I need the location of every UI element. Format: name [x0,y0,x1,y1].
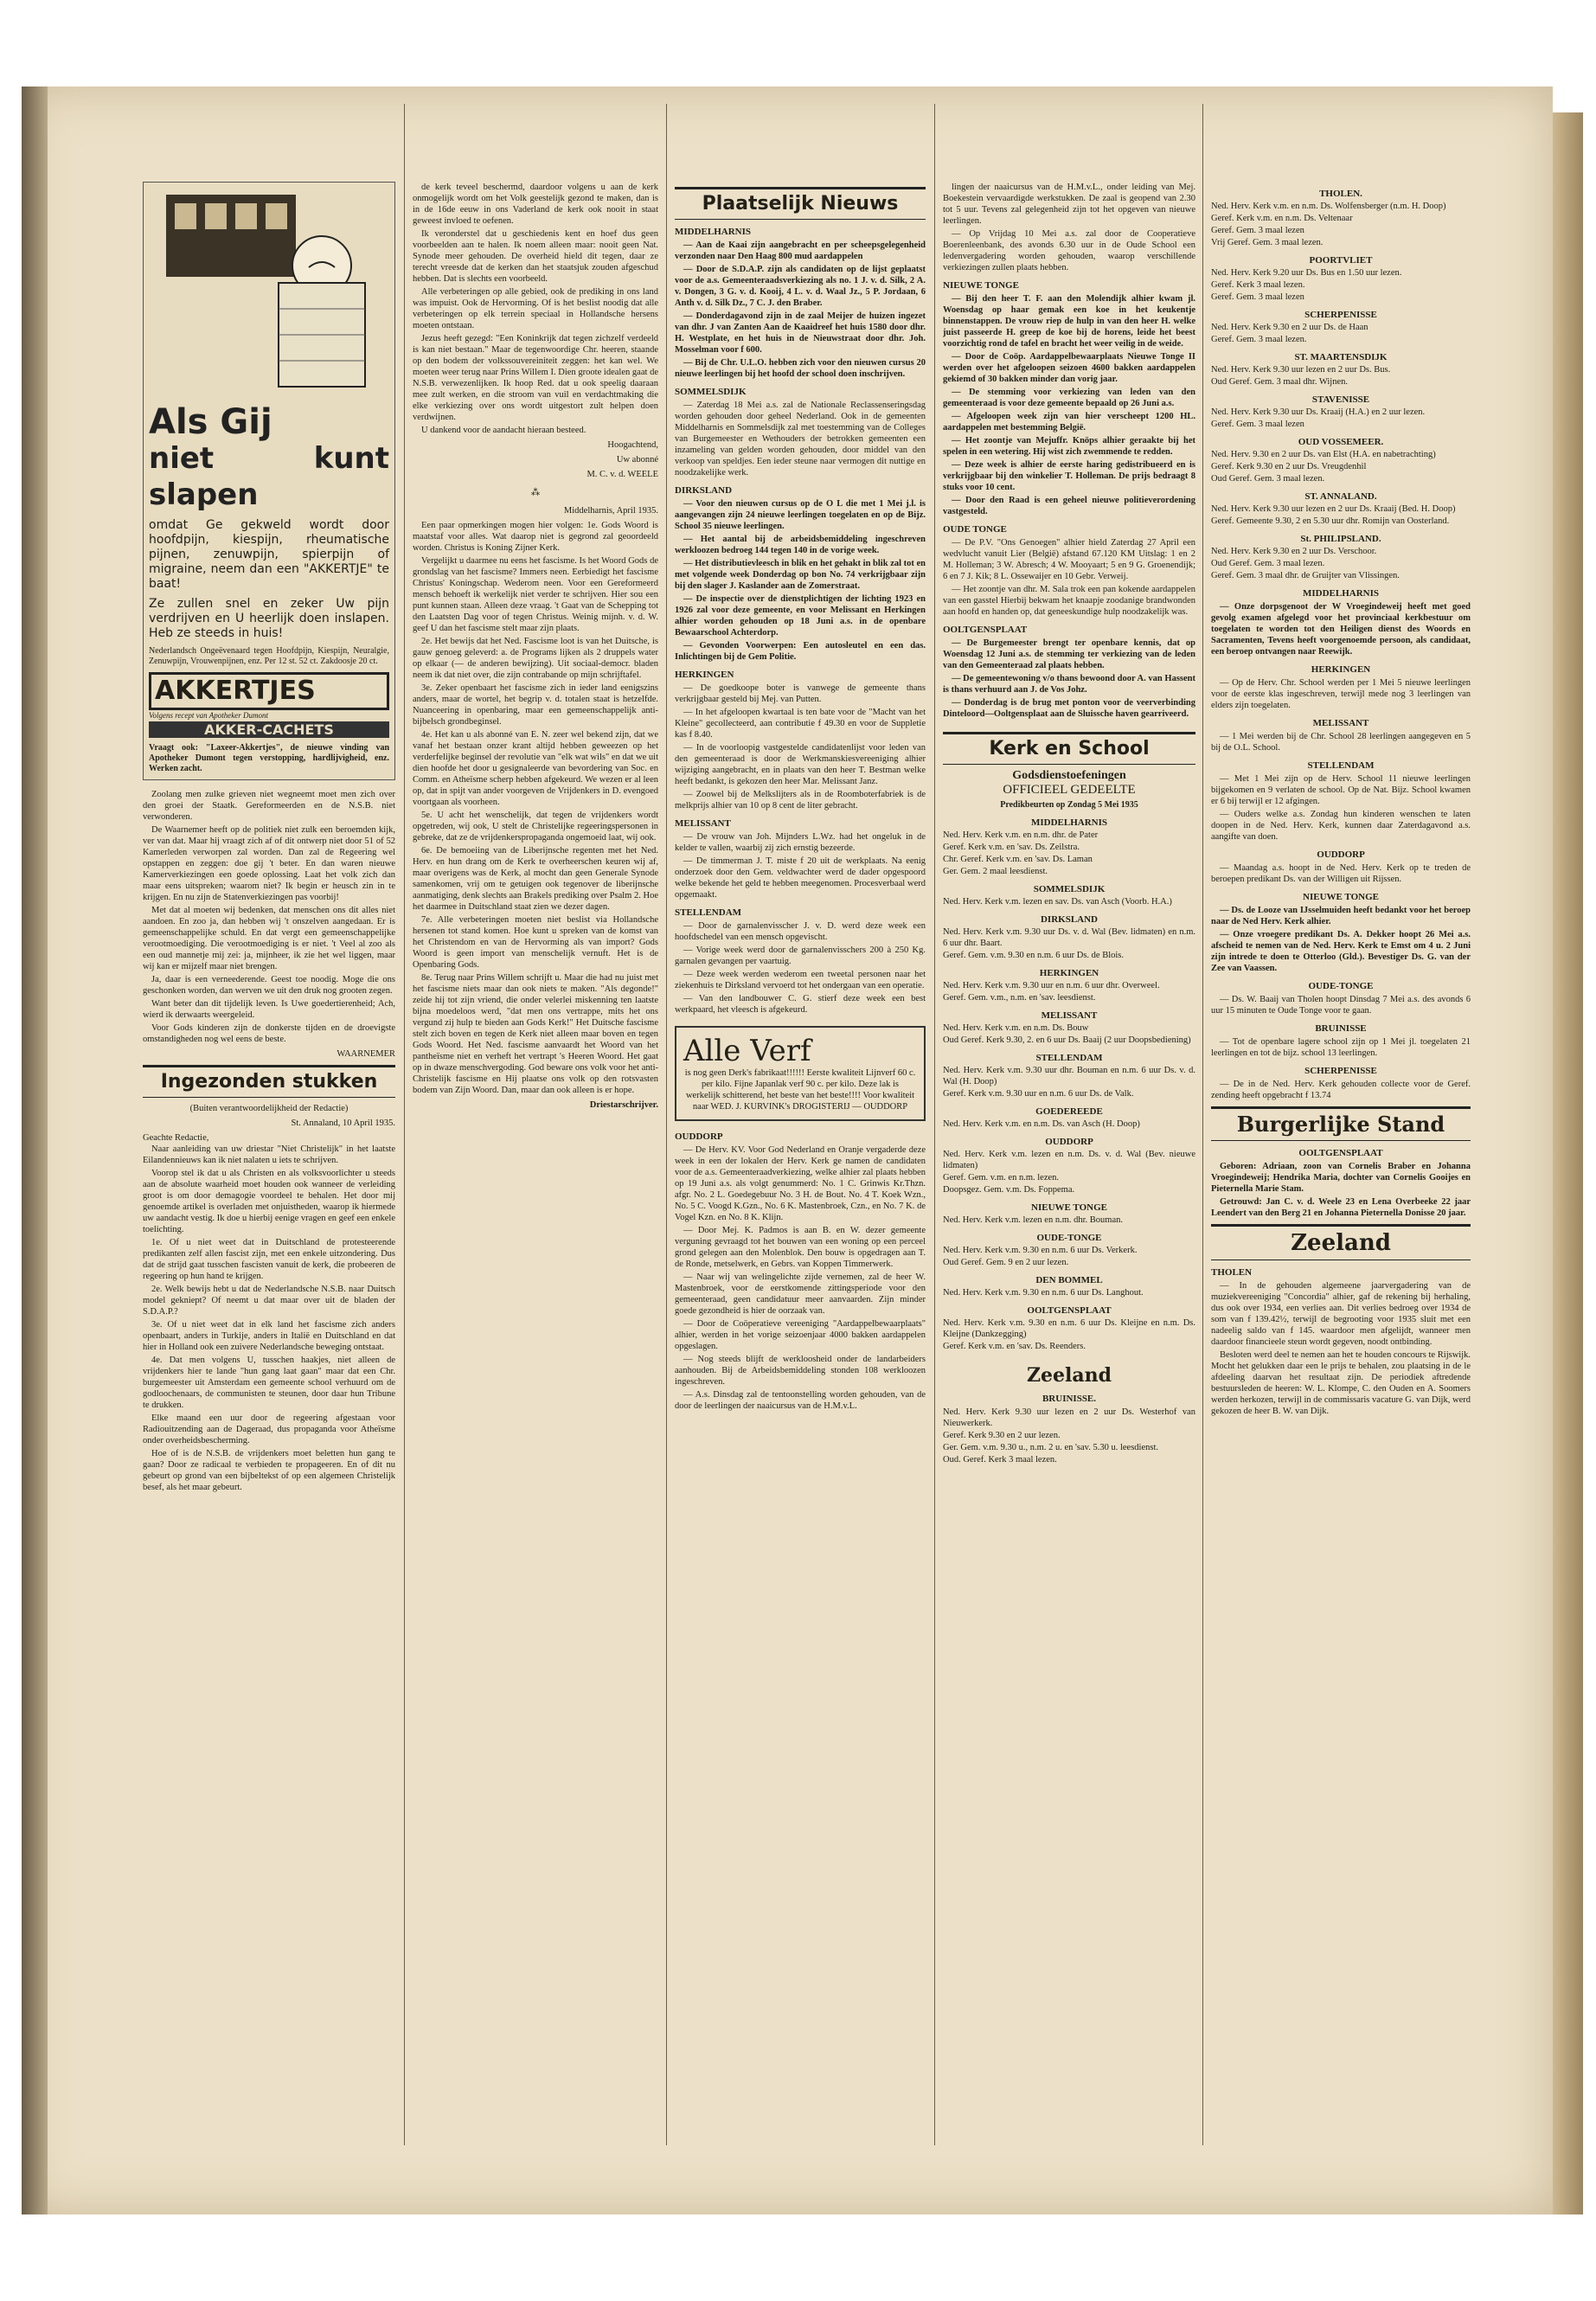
ad-illustration [149,188,389,404]
church-town-heading: MELISSANT [1041,1010,1098,1021]
town-heading: BRUINISSE. [1042,1394,1097,1404]
news-item: — Van den landbouwer C. G. stierf deze week een best werkpaard, het vleesch is afgekeurd. [675,994,926,1015]
town-heading: OOLTGENSPLAAT [943,625,1028,635]
service-line: Ned. Herv. Kerk v.m. en n.m. Ds. van Asch (H. Doop) [943,1119,1140,1129]
paragraph: Alle verbeteringen op alle gebied, ook de prediking in ons land was impuist. Ook de Hervorming. Of is het beslist noodig dat alle verbeteringen op elk terrein speciaal in Hollandsche hersens moeten ontstaan. [413,287,658,330]
paragraph: Besloten werd deel te nemen aan het te houden concours te Rijswijk. Mocht het gelukken daar een le prijs te behalen, zou plaatsing in de le afdeeling daarvan het resultaat zijn. De periodiek aftredende bestuursleden de heeren: W. L. Klompe, C. den Ouden en A. Soomers werden herkozen, terwijl in de commissaris vacature G. van Dijk, werd gekozen de heer B. W. van Dijk. [1211,1350,1471,1416]
news-item: — De goedkoope boter is vanwege de gemeente thans verkrijgbaar gesteld bij Mej. van Putten. [675,683,926,704]
church-town-heading: ST. MAARTENSDIJK [1294,352,1388,362]
church-town-heading: HERKINGEN [1039,968,1099,978]
reply-text [413,520,658,1096]
news-item: — Deze week werden wederom een tweetal personen naar het ziekenhuis te Dirksland vervoerd tot het ondergaan van een operatie. [675,970,926,990]
service-line: Ned. Herv. Kerk 9.30 en 2 uur Ds. de Haan [1211,323,1368,332]
news-item: — 1 Mei werden bij de Chr. School 28 leerlingen aangegeven en 5 bij de O.L. School. [1211,732,1471,753]
paragraph: Ja, daar is een verneederende. Geest toe noodig. Moge die ons geschonken worden, dan werven we uit den druk nog grooten zegen. [143,975,395,996]
paragraph: 7e. Alle verbeteringen moeten niet beslist via Hollandsche hersenen tot stand komen. Hoe kunt u spreken van de komst van het Christendom en van de Hervorming als van import? Gods Woord is geen import van menschelijk vernuft. Het is de Openbaring Gods. [413,915,658,970]
column-3 [675,182,926,2145]
service-line: Ned. Herv. Kerk 9.30 uur lezen en 2 uur Ds. Westerhof van Nieuwerkerk. [943,1407,1195,1428]
news-item: — Maandag a.s. hoopt in de Ned. Herv. Kerk op te treden de beroepen predikant Ds. van der Willigen uit Rijssen. [1211,863,1471,884]
paragraph: 4e. Het kan u als abonné van E. N. zeer wel bekend zijn, dat we vanaf het bestaan onzer krant altijd hebben geweezen op het verderfelijke beginsel der revolutie van "elk wat wils" en dat we uit dien hoofde het door u gesignaleerde van bevordering van Soc. en Comm. en Atheïsme scherp hebben afgekeurd. We wezen er al leen op, dat in spijt van ander voorgeven de Vrijdenkers in D. evengoed voortgaan als voorheen. [413,730,658,807]
church-town-heading: STELLENDAM [1035,1053,1103,1063]
paragraph: — Op Vrijdag 10 Mei a.s. zal door de Cooperatieve Boerenleenbank, des avonds 6.30 uur in de Oude School een ledenvergadering worden gehouden, waarop verschillende verkiezingen zullen plaats hebben. [943,229,1195,272]
verf-title: Alle Verf [683,1034,811,1068]
service-line: Geref. Gem. 3 maal dhr. de Gruijter van Vlissingen. [1211,571,1400,580]
news-item: — De timmerman J. T. miste f 20 uit de werkplaats. Na eenig onderzoek door den Gem. veldwachter werd de dader opgespoord welke bekende het geld te hebben meegenomen. Procesverbaal werd opgemaakt. [675,856,926,900]
ornament: ⁂ [530,488,541,497]
sleepless-man-illustration [149,188,382,395]
paragraph: 2e. Het bewijs dat het Ned. Fascisme loot is van het Duitsche, is gauw genoeg geleverd: a. de Programs lijken als 2 druppels water op elkaar (— de anderen bewijzing). Uit sociaal-democr. bladen neem ik dat niet over, die zijn contrabande op mijn schrijftafel. [413,637,658,680]
service-line: Ned. Herv. Kerk v.m. 9.30 uur dhr. Bouman en n.m. 6 uur Ds. v. d. Wal (H. Doop) [943,1066,1195,1086]
paragraph: Elke maand een uur door de regeering afgestaan voor Radiouitzending aan de Dageraad, dus propaganda voor Atheïsme onder overheidsbescherming. [143,1413,395,1445]
dateline: St. Annaland, 10 April 1935. [291,1118,395,1128]
news-item: — In de voorloopig vastgestelde candidatenlijst voor leden van den gemeenteraad is door de Werkmanskiesvereeniging alhier wijziging aangebracht, en in plaats van den heer T. Bestman welke heeft bedankt, is gekozen den heer Mar. Melissant Janz. [675,743,926,786]
news-item: — Bij de Chr. U.L.O. hebben zich voor den nieuwen cursus 20 nieuwe leerlingen bij het hoofd der school doen inschrijven. [675,358,926,379]
binding-edge [22,87,48,2214]
church-town-heading: OOLTGENSPLAAT [1027,1305,1112,1316]
letter-text [143,1144,395,1493]
service-line: Ger. Gem. v.m. 9.30 u., n.m. 2 u. en 'sav. 5.30 u. leesdienst. [943,1443,1158,1452]
news-item: — De gemeentewoning v/o thans bewoond door A. van Hassent is thans verhuurd aan J. de Vos Johz. [943,674,1195,695]
burgerlijke-stand-heading: Burgerlijke Stand [1211,1106,1471,1141]
service-line: Geref. Gem. 3 maal lezen [1211,292,1304,302]
town-heading: DIRKSLAND [675,485,733,496]
tholen-news [1211,1280,1471,1417]
service-line: Chr. Geref. Kerk v.m. en 'sav. Ds. Laman [943,855,1093,864]
news-item: — Aan de Kaai zijn aangebracht en per scheepsgelegenheid verzonden naar Den Haag 800 mud aardappelen [675,240,926,261]
news-item: — Onze vroegere predikant Ds. A. Dekker hoopt 26 Mei a.s. afscheid te nemen van de Ned. Herv. Kerk te Emst om 4 u. 2 Juni zijn intrede te doen te Otterloo (Gld.). Bevestiger Ds. G. van der Zee van Vaassen. [1211,930,1471,973]
news-item: — Door de Coöp. Aardappelbewaarplaats Nieuwe Tonge II werden over het afgeloopen seizoen 4600 bakken aardappelen gekiemd of 30 bakken minder dan vorig jaar. [943,352,1195,384]
burgerlijke-stand-text [1211,1161,1471,1219]
news-item: — Ds. W. Baaij van Tholen hoopt Dinsdag 7 Mei a.s. des avonds 6 uur 15 minuten te Oude Tonge voor te gaan. [1211,995,1471,1016]
church-town-heading: MIDDELHARNIS [1030,817,1107,828]
church-town-heading: DIRKSLAND [1040,914,1098,925]
church-town-heading: DEN BOMMEL [1035,1275,1103,1285]
salutation: Geachte Redactie, [143,1133,209,1143]
akkertjes-advertisement [143,182,395,780]
church-town-heading: OUDDORP [1045,1137,1093,1147]
service-line: Oud Geref. Gem. 3 maal lezen. [1211,474,1325,484]
service-line: Ned. Herv. Kerk v.m. lezen en sav. Ds. van Asch (Voorb. H.A.) [943,897,1172,907]
service-line: Ned. Herv. Kerk 9.20 uur Ds. Bus en 1.50 uur lezen. [1211,268,1402,278]
news-item: — Het zoontje van dhr. M. Sala trok een pan kokende aardappelen van een gasstel Hierbij bekwam het knaapje zoodanige brandwonden aan hoofd en handen op, dat geneeskundige hulp noodzakelijk was. [943,585,1195,617]
service-line: Ned. Herv. Kerk 9.30 en 2 uur Ds. Verschoor. [1211,547,1377,556]
ad-cachets-bar: AKKER-CACHETS [149,721,389,738]
service-line: Ned. Herv. Kerk v.m. 9.30 en n.m. 6 uur Ds. Verkerk. [943,1246,1138,1255]
local-news-sections [675,227,926,1016]
church-town-heading: OUDE-TONGE [1036,1233,1102,1243]
service-line: Ned. Herv. Kerk v.m. 9.30 en n.m. 6 uur Ds. Kleijne en n.m. Ds. Kleijne (Dankzegging) [943,1318,1195,1339]
church-town-heading: NIEUWE TONGE [1031,1202,1107,1213]
service-line: Ned. Herv. Kerk 9.30 uur lezen en 2 uur Ds. Bus. [1211,365,1391,375]
service-line: Geref. Kerk v.m. en 'sav. Ds. Zeilstra. [943,843,1080,852]
closing-abonne: Uw abonné [616,455,658,465]
news-item: — Zoowel bij de Melkslijters als in de Roomboterfabriek is de melkprijs alhier van 10 op 8 cent de liter gebracht. [675,790,926,811]
news-item: — Het aantal bij de arbeidsbemiddeling ingeschreven werkloozen bedroeg 144 tegen 140 in de vorige week. [675,535,926,555]
news-item: — Onze dorpsgenoot der W Vroegindeweij heeft met goed gevolg examen afgelegd voor het provinciaal kerkbestuur om toegelaten te worden tot den Heiligen dienst des Woords en Sacramenten, Tevens heeft voorgenoemde persoon, als candidaat, een beroep ontvangen naar Reewijk. [1211,602,1471,657]
service-line: Doopsgez. Gem. v.m. Ds. Foppema. [943,1185,1075,1195]
town-heading: STELLENDAM [675,907,742,918]
news-item: — Het distributievleesch in blik en het gehakt in blik zal tot en met volgende week Donderdag op bon No. 74 verkrijgbaar zijn bij den slager J. Kaslander aan de Zomerstraat. [675,559,926,591]
service-line: Ned. Herv. Kerk v.m. 9.30 uur en n.m. 6 uur dhr. Overweel. [943,981,1160,990]
town-heading: NIEUWE TONGE [943,280,1019,291]
news-item: — De P.V. "Ons Genoegen" alhier hield Zaterdag 27 April een wedvlucht vanuit Lier (België) afstand 67.120 KM Uitslag: 1 en 2 M. Holleman; 3 W. Abresch; 4 W. Mooyaart; 5 en 9 G. Groenendijk; 6 en 7 J. Kik; 8 L. Ossewaijer en 10 Gebr. Verweij. [943,538,1195,581]
news-item: — De in de Ned. Herv. Kerk gehouden collecte voor de Geref. zending heeft opgebracht f 13.74 [1211,1080,1471,1100]
news-item: — De vrouw van Joh. Mijnders L.Wz. had het ongeluk in de kelder te vallen, waarbij zij zich ernstig bezeerde. [675,832,926,853]
column-1-text [143,789,395,1045]
town-heading: OUDE TONGE [943,524,1007,535]
news-item: — Op de Herv. Chr. School werden per 1 Mei 5 nieuwe leerlingen voor de eerste klas ingeschreven, terwijl mede nog 3 leerlingen van elders zijn toegelaten. [1211,678,1471,710]
news-item: — Donderdagavond zijn in de zaal Meijer de huizen ingezet van dhr. J van Zanten Aan de Kaaidreef het huis 1580 door dhr. H. Westplate, en het huis in de Nieuwstraat door dhr. Joh. Mosselman voor f 600. [675,311,926,355]
service-line: Oud Geref. Kerk 9.30, 2. en 6 uur Ds. Baaij (2 uur Doopsbediening) [943,1035,1191,1045]
paragraph: — Naar wij van welingelichte zijde vernemen, zal de heer W. Mastenbroek, voor de eerstkomende zittingsperiode voor den gemeenteraad, geen candidatuur meer aanvaarden. Zijn minder goede gezondheid is hier de oorzaak van. [675,1272,926,1316]
ouddorp-news [675,1144,926,1412]
column-rule [1202,104,1203,2145]
town-heading: OUDE-TONGE [1308,981,1374,991]
town-heading: NIEUWE TONGE [1303,892,1379,902]
town-heading: MIDDELHARNIS [675,227,752,237]
town-heading: MELISSANT [675,818,731,829]
paragraph: Naar aanleiding van uw driestar "Niet Christelijk" in het laatste Eilandennieuws kan ik niet nalaten u iets te schrijven. [143,1144,395,1165]
kerk-en-school-heading: Kerk en School [943,732,1195,765]
paragraph: — A.s. Dinsdag zal de tentoonstelling worden gehouden, van de door de leerlingen der naaicursus van de H.M.v.L. [675,1390,926,1411]
paragraph: De Waarnemer heeft op de politiek niet zulk een beroemden kijk, ver van dat. Maar hij vraagt zich af of dit ontwerp niet door 51 of 52 Kamerleden verworpen zal worden. Dan zal de Regeering wel opstappen en zeggen: doe gij 't beter. En dan waren nieuwe Kamerverkiezingen een goede oplossing. Laat het volk zich dan maar eens uitspreken; waarom niet? Ik begin er heusch zin in te krijgen. En nu zijn de Statenverkiezingen pas voorbij! [143,825,395,902]
column-4-news-sections [943,280,1195,720]
paragraph: — De Herv. KV. Voor God Nederland en Oranje vergaderde deze week in een der lokalen der Herv. Kerk ge namen de candidaten voor de a.s. Gemeenteraadverkiezing, welke alhier zal plaats hebben op 19 Juni a.s. als volgt genummerd: No. 1 C. Grinwis Kr.Thzn. afgr. No. 2 L. Goedegebuur No. 3 H. de Bout. No. 4 T. Koek Wzn., No. 5 C. Voogd K.Gzn., No. 6 K. Mastenbroek, Czn., en No. 7 K. de Vogel Kzn. en No. 8 K. Klijn. [675,1145,926,1222]
news-item: — De inspectie over de dienstplichtigen der lichting 1923 en 1926 zal voor deze gemeente, en voor Melissant en Herkingen alhier worden gehouden op 18 Juni a.s. in de openbare Bewaarschool Achterdorp. [675,594,926,638]
alle-verf-advertisement [675,1026,926,1121]
town-heading: HERKINGEN [1311,664,1371,675]
column-4-top-text [943,182,1195,273]
column-rule [404,104,405,2145]
closing-phrase: Hoogachtend, [607,440,658,450]
officieel-subheading: OFFICIEEL GEDEELTE [1003,783,1136,797]
service-line: Ned. Herv. Kerk v.m. 9.30 uur Ds. v. d. Wal (Bev. lidmaten) en n.m. 6 uur dhr. Baart. [943,927,1195,948]
church-town-heading: THOLEN. [1319,189,1362,199]
paragraph: Want beter dan dit tijdelijk leven. Is Uwe goedertierenheid; Ach, wierd ik derwaarts weergeleid. [143,999,395,1020]
paragraph: Geboren: Adriaan, zoon van Cornelis Braber en Johanna Vroegindeweij; Hendrika Maria, dochter van Cornelis Gooijes en Pieternella Marie Stam. [1211,1162,1471,1194]
paragraph: — Door Mej. K. Padmos is aan B. en W. dezer gemeente verguning gevraagd tot het bouwen van een woning op een perceel grond gelegen aan den Molenblok. Den bouw is opgedragen aan T. de Ronde, metselwerk, en Gebrs. van Koppen Timmerwerk. [675,1226,926,1269]
ad-body-2: Ze zullen snel en zeker Uw pijn verdrijven en U heerlijk doen inslapen. Heb ze steeds in huis! [149,597,389,640]
church-town-heading: GOEDEREEDE [1035,1106,1103,1117]
ad-brand-sub: Volgens recept van Apotheker Dumont [149,711,268,720]
paragraph: 8e. Terug naar Prins Willem schrijft u. Maar die had nu juist met het fascisme niets maar dan ook niets te maken. "Als degonde!" zeide hij tot zijn vriend, die onder velerlei miskenning ten laatste bijna moedeloos werd, "dat men ons vertrappe, mits het ons vergund zij hulp te bieden aan Gods Kerk!" Het Duitsche fascisme stelt zich boven en tegen de Kerk niet alleen maar boven en tegen Gods Woord. Het Ned. fascisme aanvaardt het Woord van het pantheïsme niet en verheft het vertrapt 's Heeren Woord. Het gaat op in dwaze menschvergoding. God beware ons volk voor het anti-Christelijk fascisme en Hij plaatse ons volk op den rotsvasten bodem van Zijn Woord. Dan, maar dan ook alleen is er hope. [413,973,658,1095]
paragraph: Jezus heeft gezegd: "Een Koninkrijk dat tegen zichzelf verdeeld is kan niet bestaan." Maar de tegenwoordige Chr. heeren, staande op den bodem der volkssouvereiniteit zeggen: het kan wel. We moeten weer terug naar Prins Willem I. Dien groote idealen gaat de N.S.B. verwezenlijken. Ik hoop Red. dat u ook speelig daaraan mee zult werken, en die stroom van vuil en verdachtmaking die elke verkiezing over ons wordt uitgestort zult helpen doen verdwijnen. [413,334,658,422]
column-1 [143,182,395,2145]
service-line: Ned. Herv. 9.30 en 2 uur Ds. van Elst (H.A. en nabetrachting) [1211,450,1436,459]
paragraph: Zoolang men zulke grieven niet wegneemt moet men zich over den groei der Staatk. Gereformeerden en de N.S.B. niet verwonderen. [143,790,395,822]
column-4 [943,182,1195,2145]
ad-footer: Vraagt ook: "Laxeer-Akkertjes", de nieuwe vinding van Apotheker Dumont tegen verstopping, hardlijvigheid, enz. Werken zacht. [149,743,389,773]
town-heading: STELLENDAM [1307,760,1375,771]
ad-title-line2: niet kunt slapen [149,441,389,512]
town-heading: HERKINGEN [675,670,734,680]
service-line: Geref. Gem. 3 maal lezen [1211,226,1304,235]
paragraph: — Door de Coöperatieve vereeniging "Aardappelbewaarplaats" alhier, werden in het vorige seizoenjaar 4000 bakken aardappelen opgeslagen. [675,1319,926,1351]
column-rule [666,104,667,2145]
ad-body: omdat Ge gekweld wordt door hoofdpijn, kiespijn, rheumatische pijnen, zenuwpijn, spierpijn of migraine, neem dan een "AKKERTJE" te baat! [149,518,389,591]
news-item: — Donderdag is de brug met ponton voor de veerverbinding Dinteloord—Ooltgensplaat aan de Sluissche haven gearriveerd. [943,698,1195,719]
town-heading: OUDDORP [675,1131,723,1142]
service-line: Geref. Gem. v.m., n.m. en 'sav. leesdienst. [943,993,1096,1003]
news-item: — Zaterdag 18 Mei a.s. zal de Nationale Reclassenseringsdag worden gehouden door geheel Nederland. Ook in de gemeenten Middelharnis en Sommelsdijk zal met toestemming van de Colleges van Burgemeester en Wethouders der betrokken gemeenten een inzameling van gelden worden gehouden, door middel van den verkoop van speldjes. Een ieder steune naar vermogen dit nuttige en noodzakelijke werk. [675,401,926,478]
scan-background [0,0,1596,87]
disclaimer: (Buiten verantwoordelijkheid der Redactie) [189,1104,349,1113]
paragraph: 6e. De bemoeiing van de Liberijnsche regenten met het Ned. Herv. en hun drang om de Kerk te overheerschen keuren wij af, maar overigens was de Kerk, al mocht dan geen Generale Synode samenkomen, vrij om te getuigen ook tegenover de liberijnsche aanmatiging, denk slechts aan Brakels prediking over Psalm 2. Hoe het daarmee in Duitschland staat zien we dezer dagen. [413,846,658,912]
town-heading: OOLTGENSPLAAT [1298,1148,1383,1158]
news-item: — In het afgeloopen kwartaal is ten bate voor de "Macht van het Kleine" gecollecteerd, aan contributie f 49.30 en voor de Suppletie kas f 8.40. [675,708,926,740]
letter-continued [413,182,658,436]
paragraph: 4e. Dat men volgens U, tusschen haakjes, niet alleen de vrijdenkers hier te lande "hun gang laat gaan" maar dat een Chr. burgemeester uit Amsterdam een gemeente school verhuurd om de godloochenaars, de communisten te steunen, door daar hun Tribune te drukken. [143,1356,395,1410]
reply-author: Driestarschrijver. [589,1100,658,1110]
bruinisse-services [943,1407,1195,1465]
service-line: Ned. Herv. Kerk v.m. en n.m. dhr. de Pater [943,830,1099,840]
service-line: Geref. Gem. 3 maal lezen [1211,420,1304,429]
paragraph: 3e. Zeker openbaart het fascisme zich in ieder land eenigszins anders, maar de wortel, het begrip v. d. totalen staat is hetzelfde. Nuanceering in openbaring, maar een gemeenschappelijk anti-bijbelsch grondbeginsel. [413,683,658,727]
paragraph: Een paar opmerkingen mogen hier volgen: 1e. Gods Woord is maatstaf voor alles. Wat daarop niet is gegrond zal geoordeeld worden. Christus is Koning Zijner Kerk. [413,521,658,553]
service-line: Geref. Gem. v.m. en n.m. lezen. [943,1173,1060,1183]
news-item: — Vorige week werd door de garnalenvisschers 200 à 250 Kg. garnalen gevangen per vaartuig. [675,945,926,966]
paragraph: — In de gehouden algemeene jaarvergadering van de muziekvereeniging "Concordia" alhier, gaf de rekening bij herhaling, dus ook over 1934, een verlies aan. Dit verlies bedroeg over 1934 de som van f 139.42½, terwijl de begrooting voor 1935 sluit met een nadeelig saldo van f 145. waardoor men afgelijdt, wanneer men daardoor financieele steun wordt gegeven, noodt ontbinding. [1211,1281,1471,1347]
service-line: Ned. Herv. Kerk v.m. lezen en n.m. dhr. Bouman. [943,1215,1124,1225]
column-5 [1211,182,1471,2145]
service-line: Geref. Kerk 9.30 en 2 uur lezen. [943,1431,1061,1440]
service-line: Oud Geref. Gem. 3 maal lezen. [1211,559,1325,568]
paragraph: Voorop stel ik dat u als Christen en als volksvoorlichter u steeds aan de absolute waarheid moet houden ook wanneer de verleiding groot is om door demagogie voordeel te behalen. Het door mij genoemde artikel is overladen met onjuistheden, waarop ik hiermede uw aandacht vestig. Ik doe u hierbij eenige vragen en geef een enkele toelichting. [143,1169,395,1234]
church-town-heading: STAVENISSE [1311,394,1370,405]
news-item: — Door de S.D.A.P. zijn als candidaten op de lijst geplaatst voor de a.s. Gemeenteraadsverkiezing als no. 1 J. v. d. Silk, 2 A. v. Dongen, 3 G. v. d. Kooij, 4 L. v. d. Waal Jz., 5 P. Jordaan, 6 Anth v. d. Silk Dz., 7 C. J. den Braber. [675,265,926,308]
ad-brand: AKKERTJES [149,672,389,710]
paragraph: U dankend voor de aandacht hieraan besteed. [421,426,586,435]
paragraph: Vergelijkt u daarmee nu eens het fascisme. Is het Woord Gods de grondslag van het fascisme? Immers neen. Eerbiedigt het fascisme Christus' Koningschap. Wederom neen. Voor een Gereformeerd mensch behoeft ik werkelijk niet verder te schrijven. Hier sou een punt kunnen staan. Alleen deze vraag. 't Gaat van de Schepping tot den Laatsten Dag voor of tegen Christus. Weinig mijnh. v. d. W. geef U dan het fascisme stelt maar zijn plaats. [413,556,658,633]
paragraph: de kerk teveel beschermd, daardoor volgens u aan de kerk onmogelijk wordt om het Volk geestelijk gezond te maken, dan is in de 16de eeuw in ons Vaderland de kerk ook nooit in staat geweest invloed te oefenen. [413,183,658,226]
town-heading: SOMMELSDIJK [675,387,747,397]
service-line: Ned. Herv. Kerk v.m. en n.m. Ds. Bouw [943,1023,1089,1033]
news-item: — De stemming voor verkiezing van leden van den gemeenteraad is voor deze gemeente bepaald op 26 Juni a.s. [943,388,1195,408]
news-item: — De Burgemeester brengt ter openbare kennis, dat op Woensdag 12 Juni a.s. de stemming ter verkiezing van de leden van den Gemeenteraad zal plaats hebben. [943,638,1195,670]
town-heading: OUDDORP [1317,849,1365,860]
paragraph: lingen der naaicursus van de H.M.v.L., onder leiding van Mej. Boekestein vervaardigde werkstukken. De zaal is geopend van 2.30 tot 5 uur. Tevens zal gelegenheid zijn tot het opgeven van nieuwe leerlingen. [943,183,1195,226]
zeeland-subheading: Zeeland [1026,1364,1112,1387]
column-rule [934,104,935,2145]
paragraph: — Nog steeds blijft de werkloosheid onder de landarbeiders aanhouden. Bij de Arbeidsbemiddeling stonden 108 werkloozen ingeschreven. [675,1355,926,1387]
news-item: — Afgeloopen week zijn van hier verscheept 1200 HL. aardappelen met bestemming België. [943,412,1195,433]
church-town-heading: SCHERPENISSE [1304,310,1377,320]
town-heading: MELISSANT [1312,718,1369,728]
church-services-list [943,817,1195,1352]
church-town-heading: SOMMELSDIJK [1033,884,1106,894]
news-item: — Door den Raad is een geheel nieuwe politieverordening vastgesteld. [943,496,1195,516]
service-line: Geref. Kerk v.m. 9.30 uur en n.m. 6 uur Ds. de Valk. [943,1089,1134,1099]
service-line: Ger. Gem. 2 maal leesdienst. [943,867,1048,876]
ad-title-line1: Als Gij [149,402,272,442]
paragraph: 1e. Of u niet weet dat in Duitschland de protesteerende predikanten zelf allen fascist zijn, met een enkele uitzondering. Dus dat de strijd gaat tusschen fascisten vanuit de kerk, die probeeren de regeering op hun hand te krijgen. [143,1238,395,1281]
church-town-heading: St. PHILIPSLAND. [1300,534,1381,544]
service-line: Oud Geref. Gem. 3 maal dhr. Wijnen. [1211,377,1349,387]
news-item: — Deze week is alhier de eerste haring gedistribueerd en is verkrijgbaar bij den winkelier T. Holleman. De prijs bedraagt 8 stuks voor 10 cent. [943,460,1195,492]
predikbeurten-subheading: Predikbeurten op Zondag 5 Mei 1935 [1000,800,1138,810]
news-item: — Gevonden Voorwerpen: Een autosleutel en een das. Inlichtingen bij de Gem Politie. [675,641,926,662]
service-line: Vrij Geref. Gem. 3 maal lezen. [1211,238,1324,247]
column-2 [413,182,658,2145]
paragraph: Hoe of is de N.S.B. de vrijdenkers moet beletten hun gang te gaan? Door ze radicaal te verbieden te propageeren. En of dit nu gebeurt op grond van een bijbeltekst of op een algemeen Christelijk besef, als het maar gebeurt. [143,1449,395,1492]
news-item: — Bij den heer T. F. aan den Molendijk alhier kwam jl. Woensdag op haar gemak een koe in het keukentje binnenstappen. De vrouw riep de hulp in van den heer H. welke juist passeerde H. greep de koe bij de horens, leide het beest voorzichtig rond de tafel en bracht het weer veilig in de weide. [943,294,1195,349]
news-item: — Tot de openbare lagere school zijn op 1 Mei jl. toegelaten 21 leerlingen en tot de bijz. school 13 leerlingen. [1211,1037,1471,1058]
service-line: Geref. Kerk 3 maal lezen. [1211,280,1305,290]
service-line: Geref. Kerk 9.30 en 2 uur Ds. Vreugdenhil [1211,462,1367,471]
letter-author: M. C. v. d. WEELE [586,470,658,479]
paragraph: 5e. U acht het wenschelijk, dat tegen de vrijdenkers wordt opgetreden, wij ook, U stelt de Christelijke regeeringspersonen in gebreke, dat ze de vrijdenkerspropaganda ongemoeid laat, wij ook. [413,811,658,843]
zeeland-heading: Zeeland [1211,1224,1471,1260]
paragraph: Met dat al moeten wij bedenken, dat menschen ons dit alles niet aandoen. En zoo ja, dan hebben wij 't onszelven aangedaan. Er is gemeenschappelijke schuld. En dat vergt een gemeenschappelijke verootmoediging. Die verootmoediging is er niet. 't Veel al zoo als een oud mannetje mij zei: ja, mijnheer, ik zie het wel liggen, maar wij kan er mijzelf maar niet brengen. [143,906,395,971]
church-town-heading: POORTVLIET [1309,255,1373,266]
news-item: — Voor den nieuwen cursus op de O L die met 1 Mei j.l. is aangevangen zijn 24 nieuwe leerlingen toegelaten en op de Bijz. School 35 nieuwe leerlingen. [675,499,926,531]
service-line: Ned. Herv. Kerk v.m. lezen en n.m. Ds. v. d. Wal (Bev. nieuwe lidmaten) [943,1150,1195,1170]
news-item: — Door de garnalenvisscher J. v. D. werd deze week een hoofdschedel van een mensch opgevischt. [675,921,926,942]
paragraph: 2e. Welk bewijs hebt u dat de Nederlandsche N.S.B. naar Duitsch model gekniept? Of neemt u dat maar over uit de bladen der S.D.A.P.? [143,1285,395,1317]
service-line: Ned. Herv. Kerk 9.30 uur lezen en 2 uur Ds. Kraaij (Bed. H. Doop) [1211,504,1456,514]
church-town-heading: OUD VOSSEMEER. [1298,437,1384,447]
school-news-sections [1211,588,1471,1101]
ingezonden-heading: Ingezonden stukken [143,1065,395,1098]
service-line: Ned. Herv. Kerk 9.30 uur Ds. Kraaij (H.A.) en 2 uur lezen. [1211,407,1426,417]
ad-product-info: Nederlandsch Ongeëvenaard tegen Hoofdpijn, Kiespijn, Neuralgie, Zenuwpijn, Vrouwenpijnen, enz. Per 12 st. 52 ct. Zakdoosje 20 ct. [149,646,389,666]
news-item: — Met 1 Mei zijn op de Herv. School 11 nieuwe leerlingen bijgekomen en 9 verlaten de school. Op de Nat. Bijz. School kwamen er 6 bij terwijl er 12 afgingen. [1211,774,1471,806]
service-line: Geref. Kerk v.m. en n.m. Ds. Veltenaar [1211,214,1353,223]
service-line: Ned. Herv. Kerk v.m. en n.m. Ds. Wolfensberger (n.m. H. Doop) [1211,202,1446,211]
service-line: Geref. Gemeente 9.30, 2 en 5.30 uur dhr. Romijn van Oosterland. [1211,516,1450,526]
service-line: Geref. Gem. 3 maal lezen. [1211,335,1307,344]
zeeland-church-services [1211,189,1471,581]
town-heading: SCHERPENISSE [1304,1066,1377,1076]
news-item: — Ds. de Looze van IJsselmuiden heeft bedankt voor het beroep naar de Ned Herv. Kerk alhier. [1211,906,1471,926]
service-line: Ned. Herv. Kerk v.m. 9.30 en n.m. 6 uur Ds. Langhout. [943,1288,1144,1298]
reply-dateline: Middelharnis, April 1935. [563,506,658,516]
page-stack-edge [1553,112,1583,2214]
plaatselijk-nieuws-heading: Plaatselijk Nieuws [675,187,926,220]
verf-body: is nog geen Derk's fabrikaat!!!!!! Eerste kwaliteit Lijnverf 60 c. per kilo. Fijne Japanlak verf 90 c. per kilo. Deze lak is werkelijk schitterend, het beste van het beste!!!! Voor kwaliteit naar WED. J. KURVINK's DROGISTERIJ — OUDDORP [684,1068,916,1112]
service-line: Oud. Geref. Kerk 3 maal lezen. [943,1455,1057,1465]
service-line: Geref. Kerk v.m. en 'sav. Ds. Reenders. [943,1342,1086,1351]
author-signature: WAARNEMER [337,1049,395,1059]
news-item: — Ouders welke a.s. Zondag hun kinderen wenschen te laten doopen in de Ned. Herv. Kerk, kunnen daar Zaterdagavond a.s. aangifte van doen. [1211,810,1471,842]
paragraph: 3e. Of u niet weet dat in elk land het fascisme zich anders openbaart, anders in Turkije, anders in Italië en Duitschland en dat hier in Holland ook een zuivere Nederlandsche beweging ontstaat. [143,1320,395,1352]
town-heading: THOLEN [1211,1267,1253,1278]
paragraph: Getrouwd: Jan C. v. d. Weele 23 en Lena Overbeeke 22 jaar Leendert van den Berg 21 en Johanna Pieternella Donisse 20 jaar. [1211,1197,1471,1218]
church-town-heading: ST. ANNALAND. [1304,491,1377,502]
paragraph: Voor Gods kinderen zijn de donkerste tijden en de droevigste omstandigheden nog wel eens de beste. [143,1023,395,1044]
godsdienst-subheading: Godsdienstoefeningen [1012,769,1126,782]
service-line: Oud Geref. Gem. 9 en 2 uur lezen. [943,1258,1069,1267]
news-item: — Het zoontje van Mejuffr. Knöps alhier geraakte bij het spelen in een wetering. Hij wist zich zwemmende te redden. [943,436,1195,457]
town-heading: MIDDELHARNIS [1302,588,1379,599]
town-heading: BRUINISSE [1315,1023,1367,1034]
paragraph: Ik veronderstel dat u geschiedenis kent en hoef dus geen voorbeelden aan te halen. Ik noem alleen maar: nooit geen Nat. Synode meer gehouden. De overheid hield dit tegen, daar ze terecht vreesde dat de kerken dan het staatsjuk zouden afgeschud hebben. Dat is slechts een voorbeeld. [413,229,658,284]
service-line: Geref. Gem. v.m. 9.30 en n.m. 6 uur Ds. de Blois. [943,951,1124,960]
